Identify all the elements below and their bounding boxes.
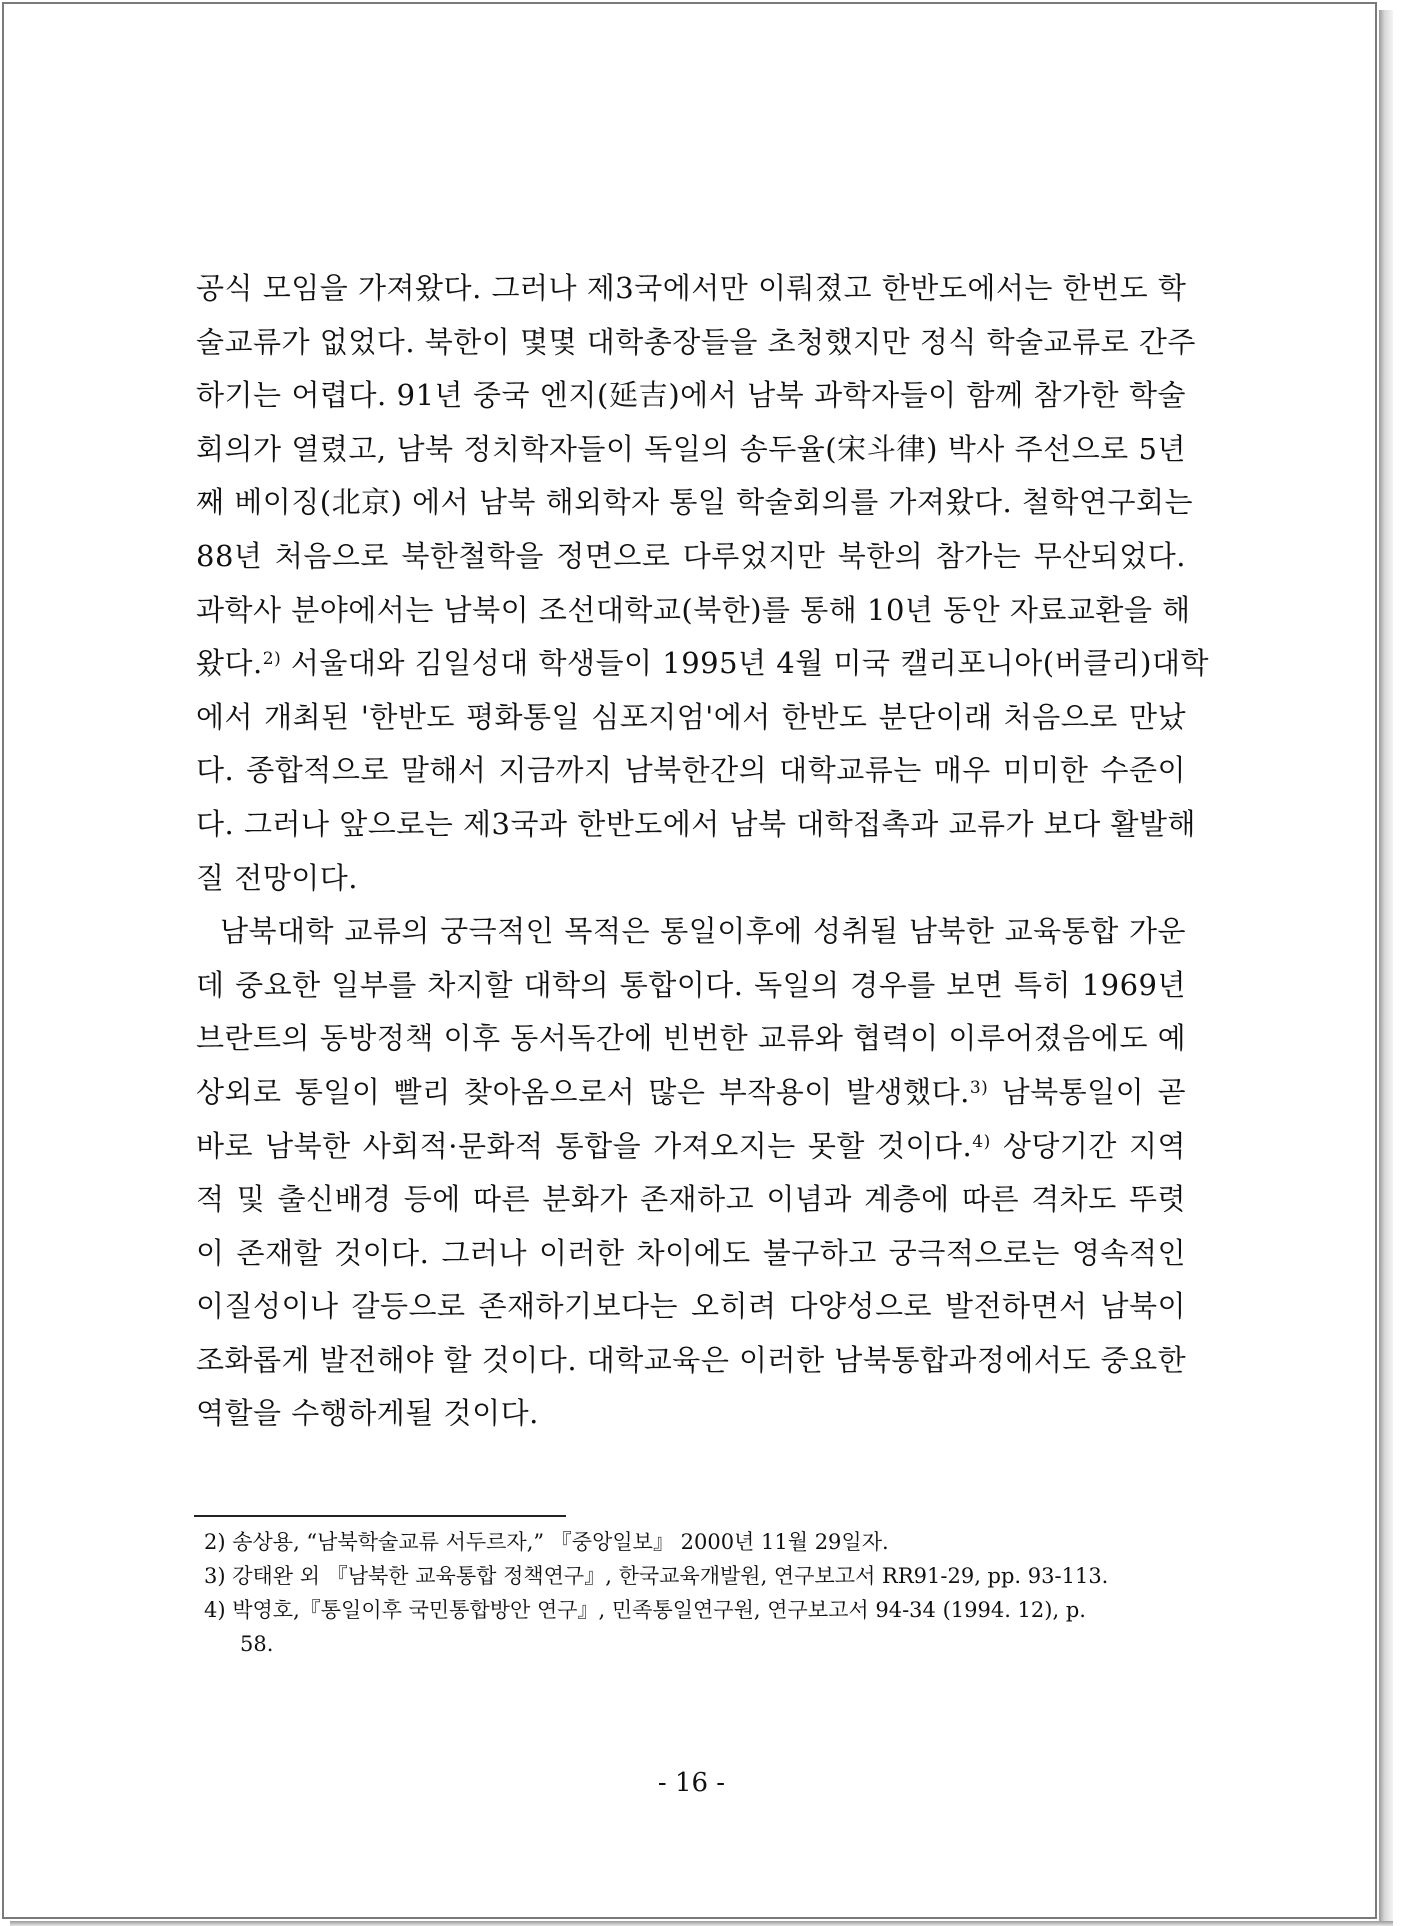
page-shadow-right [1379, 10, 1393, 1925]
text-line: 술교류가 없었다. 북한이 몇몇 대학총장들을 초청했지만 정식 학술교류로 간주 [196, 324, 1196, 359]
text-segment: 서울대와 김일성대 학생들이 1995년 4월 미국 캘리포니아(버클리)대학 [281, 646, 1209, 681]
footnote-marker-4[interactable]: 4) [972, 1131, 991, 1152]
text-segment: 바로 남북한 사회적·문화적 통합을 가져오지는 못할 것이다. [196, 1128, 973, 1163]
text-line: 적 및 출신배경 등에 따른 분화가 존재하고 이념과 계층에 따른 격차도 뚜렷 [196, 1182, 1186, 1217]
footnote-marker-2[interactable]: 2) [262, 649, 282, 670]
text-line: 남북대학 교류의 궁극적인 목적은 통일이후에 성취될 남북한 교육통합 가운 [220, 914, 1186, 949]
text-line-with-footnote [196, 1066, 1186, 1120]
text-line: 이 존재할 것이다. 그러나 이러한 차이에도 불구하고 궁극적으로는 영속적인 [196, 1235, 1186, 1270]
footnote-4: 4) 박영호,『통일이후 국민통합방안 연구』, 민족통일연구원, 연구보고서 94-34 (1994. 12), p. [204, 1598, 1086, 1622]
paragraph-2 [196, 905, 1186, 1441]
text-line: 다. 종합적으로 말해서 지금까지 남북한간의 대학교류는 매우 미미한 수준이 [196, 753, 1186, 788]
document-page [2, 2, 1377, 1919]
text-line: 브란트의 동방정책 이후 동서독간에 빈번한 교류와 협력이 이루어졌음에도 예 [196, 1021, 1187, 1056]
text-line: 88년 처음으로 북한철학을 정면으로 다루었지만 북한의 참가는 무산되었다. [196, 538, 1186, 573]
footnotes [204, 1525, 1188, 1661]
text-line: 째 베이징(北京) 에서 남북 해외학자 통일 학술회의를 가져왔다. 철학연구회는 [196, 485, 1193, 520]
text-segment: 상외로 통일이 빨리 찾아옴으로서 많은 부작용이 발생했다. [196, 1074, 970, 1109]
page-number: - 16 - [657, 1768, 726, 1798]
text-line: 에서 개최된 '한반도 평화통일 심포지엄'에서 한반도 분단이래 처음으로 만났 [196, 699, 1186, 734]
text-line-with-footnote [196, 637, 1209, 691]
text-segment: 남북통일이 곧 [988, 1074, 1186, 1109]
text-line: 회의가 열렸고, 남북 정치학자들이 독일의 송두율(宋斗律) 박사 주선으로 5년 [196, 431, 1186, 466]
footnote-2: 2) 송상용, “남북학술교류 서두르자,” 『중앙일보』 2000년 11월 29일자. [204, 1530, 889, 1554]
text-line: 데 중요한 일부를 차지할 대학의 통합이다. 독일의 경우를 보면 특히 1969년 [196, 967, 1186, 1002]
footnote-marker-3[interactable]: 3) [969, 1077, 989, 1098]
page-shadow-bottom [10, 1921, 1393, 1926]
text-line: 과학사 분야에서는 남북이 조선대학교(북한)를 통해 10년 동안 자료교환을 해 [196, 592, 1191, 627]
footnote-3: 3) 강태완 외 『남북한 교육통합 정책연구』, 한국교육개발원, 연구보고서 RR91-29, pp. 93-113. [204, 1564, 1109, 1588]
text-line: 역할을 수행하게될 것이다. [196, 1396, 539, 1431]
text-segment: 왔다. [196, 646, 263, 681]
text-line: 공식 모임을 가져왔다. 그러나 제3국에서만 이뤄졌고 한반도에서는 한번도 학 [196, 271, 1187, 305]
text-line-with-footnote [196, 1120, 1186, 1174]
text-segment: 상당기간 지역 [990, 1128, 1186, 1163]
text-line: 이질성이나 갈등으로 존재하기보다는 오히려 다양성으로 발전하면서 남북이 [196, 1289, 1186, 1324]
footnote-divider [194, 1515, 566, 1517]
text-line: 질 전망이다. [196, 860, 359, 895]
text-line: 조화롭게 발전해야 할 것이다. 대학교육은 이러한 남북통합과정에서도 중요한 [196, 1342, 1187, 1377]
text-line: 하기는 어렵다. 91년 중국 엔지(延吉)에서 남북 과학자들이 함께 참가한 학술 [196, 378, 1186, 413]
footnote-4-continuation: 58. [240, 1632, 274, 1656]
text-line: 다. 그러나 앞으로는 제3국과 한반도에서 남북 대학접촉과 교류가 보다 활발해 [196, 806, 1197, 841]
paragraph-1 [196, 262, 1209, 905]
body-text [196, 262, 1209, 1441]
